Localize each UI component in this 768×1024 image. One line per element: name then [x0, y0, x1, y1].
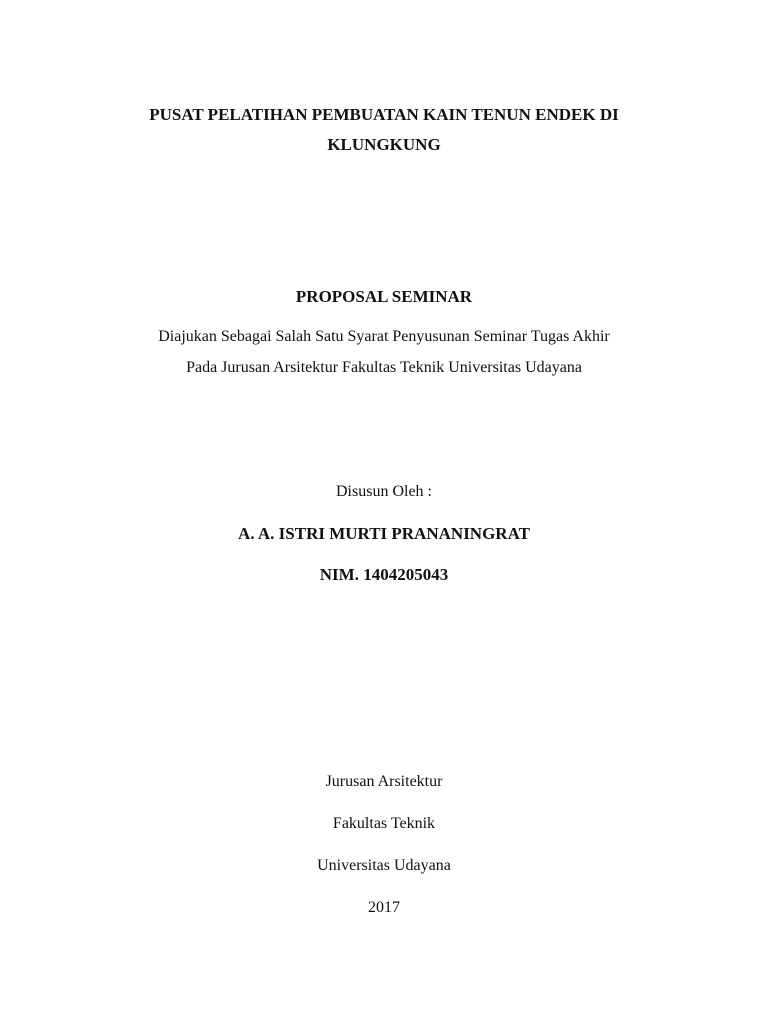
title-line-2: KLUNGKUNG: [327, 135, 441, 154]
university: Universitas Udayana: [317, 857, 451, 874]
purpose-line-1: Diajukan Sebagai Salah Satu Syarat Penyusunan Seminar Tugas Akhir: [158, 328, 610, 345]
author-label: Disusun Oleh :: [336, 483, 432, 500]
year: 2017: [368, 899, 400, 916]
purpose-line-2: Pada Jurusan Arsitektur Fakultas Teknik Universitas Udayana: [186, 359, 582, 376]
author-nim: NIM. 1404205043: [319, 565, 449, 584]
department: Jurusan Arsitektur: [325, 773, 443, 790]
author-name: A. A. ISTRI MURTI PRANANINGRAT: [238, 524, 530, 543]
document-type: PROPOSAL SEMINAR: [295, 287, 473, 306]
faculty: Fakultas Teknik: [332, 815, 436, 832]
title-line-1: PUSAT PELATIHAN PEMBUATAN KAIN TENUN ENDEK DI: [149, 105, 619, 124]
